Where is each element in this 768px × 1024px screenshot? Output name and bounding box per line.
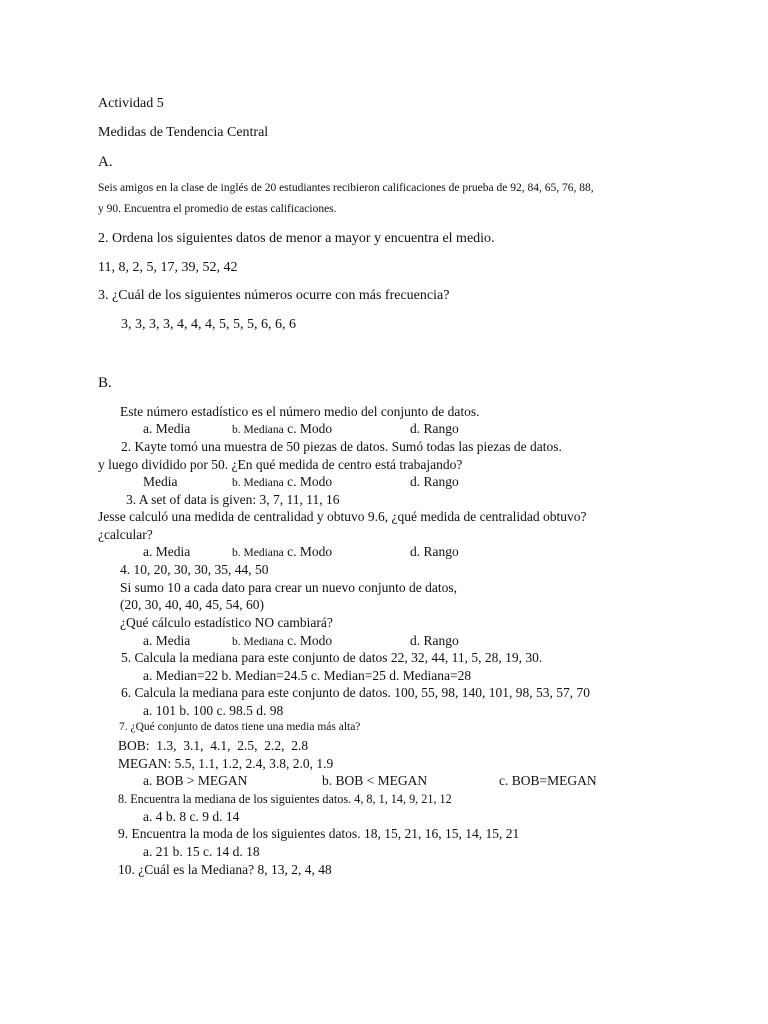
activity-title: Actividad 5	[98, 96, 164, 111]
section-b-question-4-line-4: ¿Qué cálculo estadístico NO cambiará?	[120, 615, 333, 630]
q4-option-a: a. Media	[143, 633, 191, 648]
q1-option-b-c	[232, 422, 332, 437]
section-b-question-3-line-1: 3. A set of data is given: 3, 7, 11, 11, 16	[126, 492, 340, 507]
question-7-megan-data: MEGAN: 5.5, 1.1, 1.2, 2.4, 3.8, 2.0, 1.9	[118, 756, 334, 771]
section-b-question-10: 10. ¿Cuál es la Mediana? 8, 13, 2, 4, 48	[118, 862, 332, 877]
q3-option-b-c	[232, 545, 332, 560]
q1-option-b: b. Mediana	[232, 424, 284, 436]
q3-option-d: d. Rango	[410, 544, 459, 559]
section-b-question-5-options: a. Median=22 b. Median=24.5 c. Median=25 d. Mediana=28	[143, 668, 472, 683]
q1-option-a: a. Media	[143, 421, 191, 436]
section-b-question-6-options: a. 101 b. 100 c. 98.5 d. 98	[143, 703, 284, 718]
section-b-label: B.	[98, 375, 112, 391]
section-a-label: A.	[98, 154, 113, 170]
section-a-question-2-data: 11, 8, 2, 5, 17, 39, 52, 42	[98, 260, 238, 275]
q3-option-c: c. Modo	[287, 544, 333, 559]
q1-option-d: d. Rango	[410, 421, 459, 436]
q4-option-b: b. Mediana	[232, 636, 284, 648]
q2-option-b-c	[232, 475, 332, 490]
section-b-question-7: 7. ¿Qué conjunto de datos tiene una media más alta?	[119, 721, 361, 733]
q4-option-d: d. Rango	[410, 633, 459, 648]
q1-option-c: c. Modo	[287, 421, 333, 436]
section-b-question-6: 6. Calcula la mediana para este conjunto de datos. 100, 55, 98, 140, 101, 98, 53, 57, 70	[121, 685, 591, 700]
section-a-question-3-data: 3, 3, 3, 3, 4, 4, 4, 5, 5, 5, 6, 6, 6	[121, 317, 296, 332]
q7-option-a: a. BOB > MEGAN	[143, 773, 248, 788]
q2-option-b: b. Mediana	[232, 477, 284, 489]
q2-option-d: d. Rango	[410, 474, 459, 489]
section-b-question-8: 8. Encuentra la mediana de los siguientes datos. 4, 8, 1, 14, 9, 21, 12	[118, 792, 452, 806]
section-b-question-4-line-1: 4. 10, 20, 30, 30, 35, 44, 50	[120, 562, 269, 577]
section-b-question-4-line-3: (20, 30, 40, 40, 45, 54, 60)	[120, 597, 264, 612]
q4-option-c: c. Modo	[287, 633, 333, 648]
section-a-question-1-line-1: Seis amigos en la clase de inglés de 20 estudiantes recibieron calificaciones de prueba de 92, 84, 65, 76, 88,	[98, 182, 594, 194]
section-a-question-3: 3. ¿Cuál de los siguientes números ocurre con más frecuencia?	[98, 288, 450, 303]
question-7-bob-data: BOB: 1.3, 3.1, 4.1, 2.5, 2.2, 2.8	[118, 738, 309, 753]
q7-option-c: c. BOB=MEGAN	[499, 773, 597, 788]
q4-option-b-c	[232, 634, 332, 649]
activity-subtitle: Medidas de Tendencia Central	[98, 125, 269, 140]
section-b-question-4-line-2: Si sumo 10 a cada dato para crear un nuevo conjunto de datos,	[120, 580, 458, 595]
section-b-question-3-line-2: Jesse calculó una medida de centralidad y obtuvo 9.6, ¿qué medida de centralidad obtuvo?	[98, 509, 587, 524]
section-b-question-8-options: a. 4 b. 8 c. 9 d. 14	[143, 809, 240, 824]
section-b-question-3-line-3: ¿calcular?	[98, 527, 153, 542]
section-b-question-2-line-2: y luego dividido por 50. ¿En qué medida de centro está trabajando?	[98, 457, 463, 472]
section-a-question-1-line-2: y 90. Encuentra el promedio de estas calificaciones.	[98, 203, 337, 215]
q2-option-c: c. Modo	[287, 474, 333, 489]
section-b-question-9-options: a. 21 b. 15 c. 14 d. 18	[143, 844, 260, 859]
q2-option-a: Media	[143, 474, 178, 489]
q7-option-b: b. BOB < MEGAN	[322, 773, 428, 788]
section-b-question-1: Este número estadístico es el número medio del conjunto de datos.	[120, 404, 480, 419]
section-a-question-2: 2. Ordena los siguientes datos de menor a mayor y encuentra el medio.	[98, 231, 495, 246]
section-b-question-9: 9. Encuentra la moda de los siguientes datos. 18, 15, 21, 16, 15, 14, 15, 21	[118, 826, 520, 841]
section-b-question-5: 5. Calcula la mediana para este conjunto de datos 22, 32, 44, 11, 5, 28, 19, 30.	[121, 650, 543, 665]
q3-option-b: b. Mediana	[232, 547, 284, 559]
section-b-question-2-line-1: 2. Kayte tomó una muestra de 50 piezas de datos. Sumó todas las piezas de datos.	[121, 439, 562, 454]
q3-option-a: a. Media	[143, 544, 191, 559]
